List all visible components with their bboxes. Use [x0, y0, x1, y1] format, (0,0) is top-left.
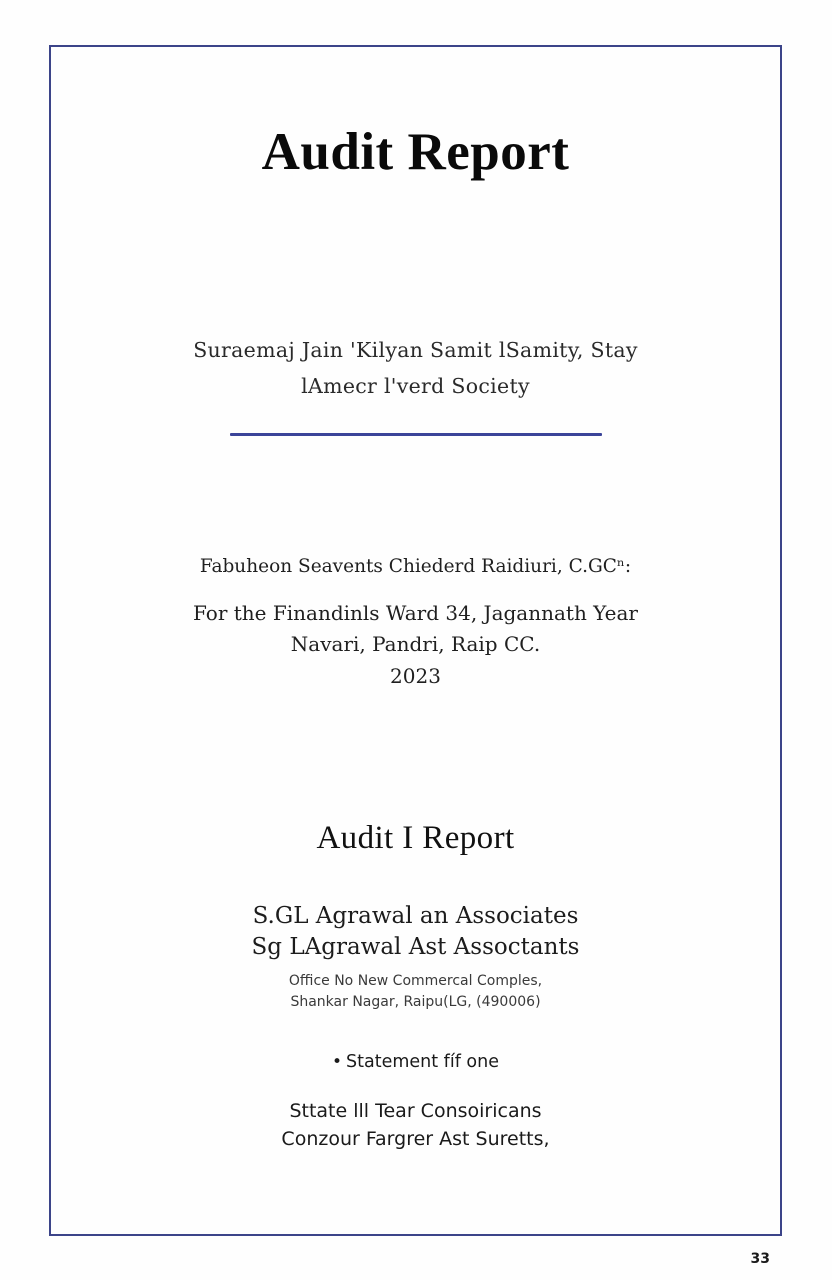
auditor-address-line-2: Shankar Nagar, Raipu(LG, (490006)	[290, 994, 541, 1011]
auditor-address-block	[51, 962, 780, 1013]
page-number: 33	[750, 1251, 770, 1267]
statement-list	[51, 1013, 780, 1075]
closing-line-1: Sttate lll Tear Consoiricans	[289, 1099, 542, 1122]
organization-name-line-2: lAmecr l'verd Society	[301, 373, 530, 398]
auditor-firm-block	[51, 857, 780, 962]
statement-item-label: Statement fíf one	[346, 1052, 499, 1073]
auditor-address-line-1: Office No New Commercal Comples,	[288, 973, 543, 990]
middle-line-2: For the Finandinls Ward 34, Jagannath Year	[193, 601, 638, 626]
closing-block	[51, 1075, 780, 1153]
middle-address-block	[51, 437, 780, 693]
page-title: Audit Report	[261, 123, 570, 181]
title-divider-rule	[230, 433, 602, 436]
closing-line-2: Conzour Fargrer Ast Suretts,	[281, 1127, 550, 1150]
auditor-firm-line-2: Sg LAgrawal Ast Assoctants	[251, 933, 580, 960]
organization-block	[51, 181, 780, 404]
auditor-firm-line-1: S.GL Agrawal an Associates	[252, 903, 579, 930]
middle-line-3: Navari, Pandri, Raip CC.	[290, 632, 541, 657]
bullet-icon: •	[332, 1052, 343, 1073]
middle-line-1: Fabuheon Seavents Chiederd Raidiuri, C.GCⁿ:	[199, 555, 632, 577]
list-item	[51, 1050, 780, 1075]
organization-name-line-1: Suraemaj Jain 'Kilyan Samit lSamity, Stay	[193, 338, 638, 363]
report-heading: Audit I Report	[316, 820, 515, 857]
page-content	[51, 47, 780, 1234]
report-year: 2023	[390, 664, 441, 689]
